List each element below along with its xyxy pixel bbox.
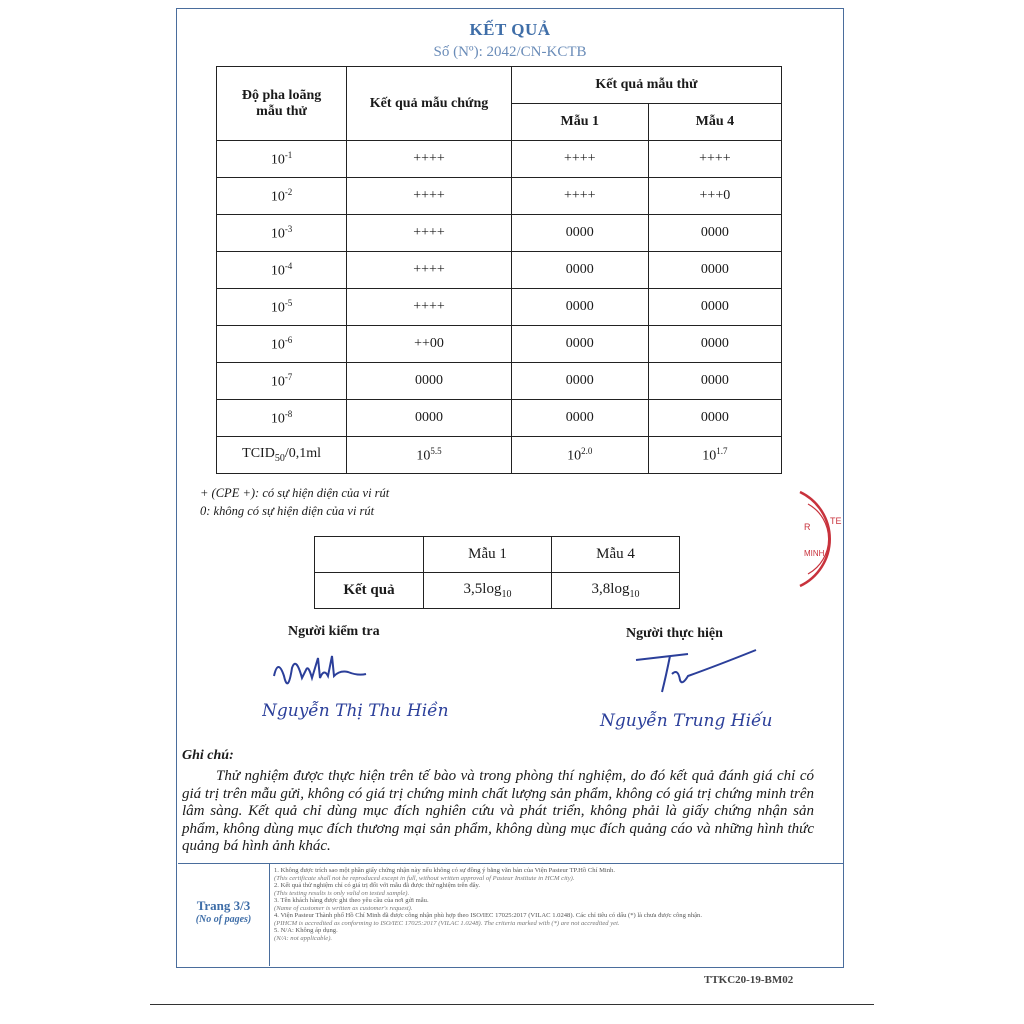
svg-text:MINH: MINH — [804, 549, 825, 558]
checker-label: Người kiểm tra — [288, 624, 380, 639]
dilution-cell: $10^{-4}$ — [217, 252, 347, 289]
dilution-cell: $10^{-7}$ — [217, 363, 347, 400]
performer-label: Người thực hiện — [626, 626, 723, 641]
page-number: Trang 3/3 — [196, 898, 251, 913]
svg-text:TE: TE — [830, 516, 842, 526]
page-box — [178, 864, 270, 966]
legend-negative: 0: không có sự hiện diện của vi rút — [200, 504, 375, 518]
performer-signature — [596, 646, 796, 738]
svg-text:R: R — [804, 522, 811, 532]
control-cell: ++00 — [347, 326, 512, 363]
sample-1-cell: 0000 — [511, 289, 648, 326]
table-row — [217, 400, 782, 437]
table-row — [217, 252, 782, 289]
bottom-rule — [150, 1004, 874, 1005]
dilution-cell: $10^{-1}$ — [217, 141, 347, 178]
page-number-en: (No of pages) — [195, 914, 252, 925]
sample-1-cell: 0000 — [511, 252, 648, 289]
table-row — [217, 363, 782, 400]
control-cell: ++++ — [347, 215, 512, 252]
report-number: Số (Nº): 2042/CN-KCTB — [433, 44, 587, 60]
document-title: KẾT QUẢ — [469, 20, 551, 39]
stamp-seal — [790, 484, 850, 594]
sample-1-cell: ++++ — [511, 141, 648, 178]
header-sample-4: Mẫu 4 — [648, 104, 781, 141]
sample-1-cell: 0000 — [511, 363, 648, 400]
dilution-cell: $10^{-5}$ — [217, 289, 347, 326]
header-sample-1: Mẫu 1 — [511, 104, 648, 141]
control-cell: 0000 — [347, 400, 512, 437]
sample-4-cell: 0000 — [648, 215, 781, 252]
table-row — [217, 289, 782, 326]
footer-note: 5. N/A: Không áp dụng. (N/A: not applicable). — [274, 927, 338, 942]
sample-4-cell: 0000 — [648, 252, 781, 289]
control-cell: ++++ — [347, 141, 512, 178]
results-table — [216, 66, 782, 474]
sample-1-cell: 0000 — [511, 326, 648, 363]
footer-note: 4. Viện Pasteur Thành phố Hồ Chí Minh đã được công nhận phù hợp theo ISO/IEC 17025:2017 (VILAC 1.0248). Các chỉ tiêu có dấu (*) là chưa được công nhận. (PIHCM is accredited as conforming to ISO/IEC 17025:2017 (VILAC 1.0248). The criteria marked with (*) are not accredited yet. — [274, 912, 702, 927]
control-cell: 0000 — [347, 363, 512, 400]
control-cell: ++++ — [347, 178, 512, 215]
summary-table — [314, 536, 680, 609]
sample-4-cell: ++++ — [648, 141, 781, 178]
summary-corner — [315, 537, 424, 573]
control-cell: ++++ — [347, 252, 512, 289]
tcid-sample-4: $10^{1.7}$ — [648, 437, 781, 474]
notes-body: Thử nghiệm được thực hiện trên tế bào và trong phòng thí nghiệm, do đó kết quả đánh giá chỉ có giá trị trên mẫu gửi, không có giá trị chứng minh chất lượng sản phẩm, không có giá trị chứng minh trên lâm sàng. Kết quả chỉ dùng mục đích nghiên cứu và phát triển, không phải là giấy chứng nhận sản phẩm, không dùng mục đích thương mại sản phẩm, không dùng mục đích quảng cáo và những hình thức quảng bá hình ảnh khác. — [182, 768, 814, 854]
footer-notes — [274, 867, 840, 942]
svg-text:Nguyễn Thị Thu Hiền: Nguyễn Thị Thu Hiền — [262, 701, 449, 721]
tcid-label: $TCID_{50}/0,1ml$ — [217, 437, 347, 474]
control-cell: ++++ — [347, 289, 512, 326]
dilution-cell: $10^{-3}$ — [217, 215, 347, 252]
footer-note: 2. Kết quả thử nghiệm chỉ có giá trị đối với mẫu đã được thử nghiệm trên đây. (This testing results is only valid on tested sample). — [274, 882, 481, 897]
dilution-cell: $10^{-6}$ — [217, 326, 347, 363]
notes-title: Ghi chú: — [182, 748, 234, 763]
sample-4-cell: +++0 — [648, 178, 781, 215]
sample-4-cell: 0000 — [648, 289, 781, 326]
sample-1-cell: 0000 — [511, 400, 648, 437]
table-row — [217, 141, 782, 178]
dilution-cell: $10^{-8}$ — [217, 400, 347, 437]
dilution-cell: $10^{-2}$ — [217, 178, 347, 215]
summary-sample-1: $3,5\log_{10}$ — [424, 573, 552, 609]
svg-text:Nguyễn Trung Hiếu: Nguyễn Trung Hiếu — [600, 711, 773, 731]
form-code: TTKC20-19-BM02 — [704, 974, 794, 986]
tcid-row — [217, 437, 782, 474]
summary-row-label: Kết quả — [315, 573, 424, 609]
sample-4-cell: 0000 — [648, 326, 781, 363]
header-dilution: Độ pha loãng mẫu thử — [217, 67, 347, 141]
summary-header-sample-1: Mẫu 1 — [424, 537, 552, 573]
footer-note: 1. Không được trích sao một phần giấy chứng nhận này nếu không có sự đồng ý bằng văn bản của Viện Pasteur TP.Hồ Chí Minh. (This certificate shall not be reproduced except in full, without written approval of Pasteur Institute in HCM city). — [274, 867, 616, 882]
table-row — [217, 215, 782, 252]
table-row — [217, 326, 782, 363]
tcid-sample-1: $10^{2.0}$ — [511, 437, 648, 474]
header-test-group: Kết quả mẫu thử — [511, 67, 781, 104]
header-control: Kết quả mẫu chứng — [347, 67, 512, 141]
sample-1-cell: ++++ — [511, 178, 648, 215]
sample-4-cell: 0000 — [648, 363, 781, 400]
summary-sample-4: $3,8\log_{10}$ — [552, 573, 680, 609]
sample-4-cell: 0000 — [648, 400, 781, 437]
footer-box — [178, 863, 844, 967]
summary-header-sample-4: Mẫu 4 — [552, 537, 680, 573]
footer-note: 3. Tên khách hàng được ghi theo yêu cầu của nơi gửi mẫu. (Name of customer is written as customer's request). — [274, 897, 429, 912]
checker-signature — [262, 648, 452, 728]
table-row — [217, 178, 782, 215]
legend-positive: + (CPE +): có sự hiện diện của vi rút — [200, 486, 390, 500]
sample-1-cell: 0000 — [511, 215, 648, 252]
tcid-control: $10^{5.5}$ — [347, 437, 512, 474]
